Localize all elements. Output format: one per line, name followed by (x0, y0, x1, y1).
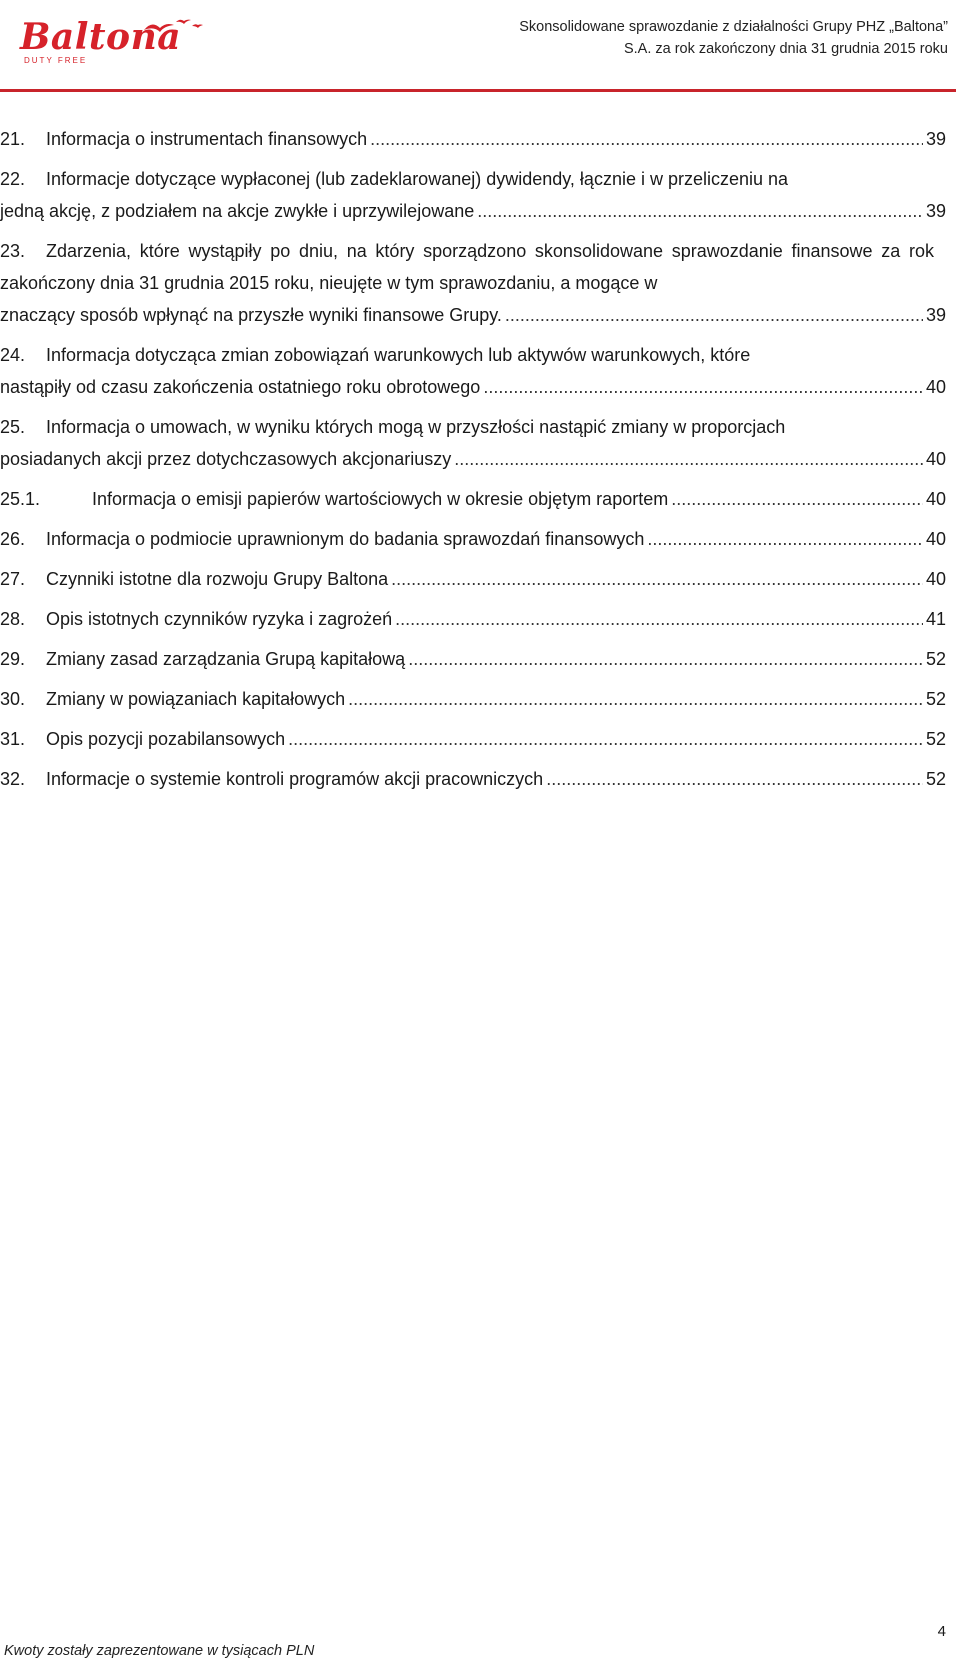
toc-leader (546, 763, 923, 795)
toc-label-continued: znaczący sposób wpłynąć na przyszłe wyniki finansowe Grupy. (0, 305, 502, 325)
toc-entry-24[interactable] (0, 339, 946, 403)
toc-number: 26. (0, 529, 26, 549)
logo-wordmark: Baltona (20, 16, 182, 58)
toc-label: Zmiany w powiązaniach kapitałowych (46, 689, 346, 709)
footer-note: Kwoty zostały zaprezentowane w tysiącach PLN (4, 1643, 315, 1659)
toc-page: 52 (925, 769, 946, 789)
toc-label-continued: jedną akcję, z podziałem na akcje zwykłe i uprzywilejowane (0, 201, 475, 221)
toc-leader (647, 523, 923, 555)
toc-entry-22[interactable] (0, 163, 946, 227)
toc-number: 27. (0, 569, 26, 589)
toc-entry-30[interactable] (0, 683, 946, 715)
toc-label: Zdarzenia, które wystąpiły po dniu, na który sporządzono skonsolidowane sprawozdanie finansowe za rok zakończony dnia 31 grudnia 2015 roku, nieujęte w tym sprawozdaniu, a mogące w (0, 241, 934, 293)
toc-number: 30. (0, 689, 26, 709)
toc-entry-25[interactable] (0, 411, 946, 475)
toc-label: Informacja dotycząca zmian zobowiązań warunkowych lub aktywów warunkowych, które (46, 345, 751, 365)
page-number: 4 (937, 1623, 946, 1640)
toc-page: 39 (925, 129, 946, 149)
toc-number: 22. (0, 169, 26, 189)
toc-label: Informacja o podmiocie uprawnionym do badania sprawozdań finansowych (46, 529, 645, 549)
toc-leader (288, 723, 923, 755)
toc-leader (391, 563, 923, 595)
toc-number: 28. (0, 609, 26, 629)
document-title (428, 16, 948, 60)
toc-leader (370, 123, 923, 155)
toc-label: Zmiany zasad zarządzania Grupą kapitałową (46, 649, 406, 669)
page-header (0, 0, 960, 96)
toc-leader (395, 603, 923, 635)
toc-entry-31[interactable] (0, 723, 946, 755)
toc-label: Informacje o systemie kontroli programów akcji pracowniczych (46, 769, 544, 789)
toc-label: Opis pozycji pozabilansowych (46, 729, 286, 749)
toc-label: Czynniki istotne dla rozwoju Grupy Baltona (46, 569, 389, 589)
document-title-line-1: Skonsolidowane sprawozdanie z działalności Grupy PHZ „Baltona” (519, 19, 948, 35)
toc-label: Opis istotnych czynników ryzyka i zagrożeń (46, 609, 393, 629)
table-of-contents (0, 123, 946, 795)
toc-page: 40 (925, 529, 946, 549)
toc-leader (671, 483, 923, 515)
toc-number: 25.1. (0, 489, 41, 509)
toc-label: Informacja o umowach, w wyniku których mogą w przyszłości nastąpić zmiany w proporcjach (46, 417, 786, 437)
toc-page: 41 (925, 609, 946, 629)
toc-leader (483, 371, 923, 403)
toc-number: 21. (0, 129, 26, 149)
toc-entry-27[interactable] (0, 563, 946, 595)
toc-leader (477, 195, 923, 227)
toc-page: 52 (925, 729, 946, 749)
toc-leader (505, 299, 923, 331)
toc-label: Informacja o instrumentach finansowych (46, 129, 368, 149)
toc-entry-32[interactable] (0, 763, 946, 795)
toc-number: 32. (0, 769, 26, 789)
toc-page: 52 (925, 649, 946, 669)
toc-label-continued: posiadanych akcji przez dotychczasowych akcjonariuszy (0, 449, 452, 469)
toc-page: 40 (925, 449, 946, 469)
toc-leader (454, 443, 923, 475)
toc-number: 25. (0, 417, 26, 437)
baltona-logo (14, 10, 204, 70)
toc-page: 40 (925, 489, 946, 509)
toc-entry-29[interactable] (0, 643, 946, 675)
toc-page: 39 (925, 305, 946, 325)
toc-entry-23[interactable] (0, 235, 946, 331)
toc-label: Informacja o emisji papierów wartościowych w okresie objętym raportem (92, 489, 669, 509)
toc-leader (348, 683, 923, 715)
toc-number: 24. (0, 345, 26, 365)
toc-entry-25-1[interactable] (0, 483, 946, 515)
toc-page: 40 (925, 569, 946, 589)
toc-entry-28[interactable] (0, 603, 946, 635)
toc-page: 39 (925, 201, 946, 221)
toc-number: 23. (0, 241, 26, 261)
toc-page: 52 (925, 689, 946, 709)
header-divider (0, 89, 956, 92)
toc-entry-21[interactable] (0, 123, 946, 155)
toc-entry-26[interactable] (0, 523, 946, 555)
toc-number: 29. (0, 649, 26, 669)
toc-number: 31. (0, 729, 26, 749)
logo-subtitle: DUTY FREE (24, 56, 88, 65)
toc-page: 40 (925, 377, 946, 397)
document-title-line-2: S.A. za rok zakończony dnia 31 grudnia 2015 roku (623, 41, 948, 57)
toc-label: Informacje dotyczące wypłaconej (lub zadeklarowanej) dywidendy, łącznie i w przeliczeniu na (46, 169, 789, 189)
toc-label-continued: nastąpiły od czasu zakończenia ostatniego roku obrotowego (0, 377, 481, 397)
toc-leader (408, 643, 923, 675)
